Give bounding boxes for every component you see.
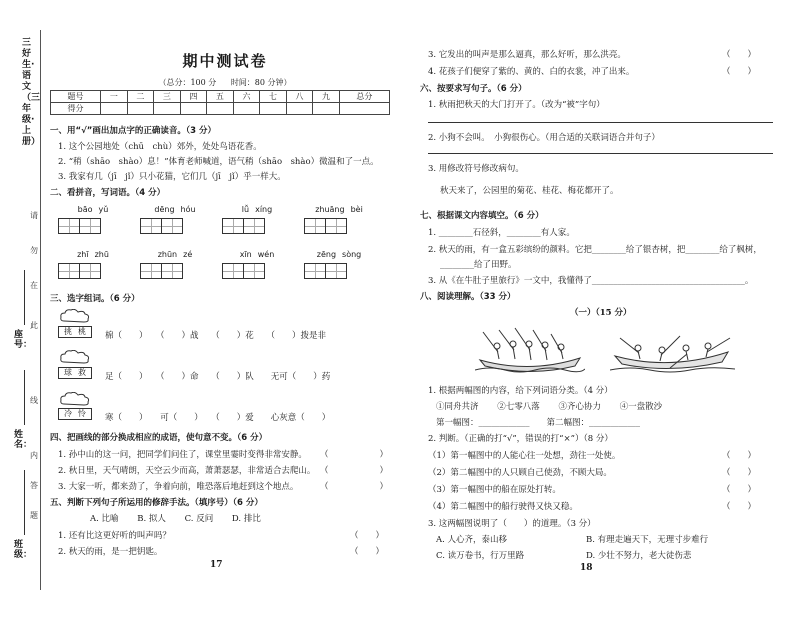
- margin-char: 勿: [30, 246, 38, 255]
- writing-boxes: [58, 263, 128, 279]
- rhetoric-options: [90, 512, 277, 524]
- score-input[interactable]: [339, 103, 389, 115]
- section-3-title: 三、选字组词。（6 分）: [50, 294, 140, 304]
- pinyin-syllable: xīn: [239, 250, 252, 259]
- pinyin-syllable: xíng: [255, 205, 273, 214]
- answer-paren[interactable]: （ ）: [722, 485, 757, 495]
- judge-item: （3）第一幅图中的船在原处打转。: [428, 485, 561, 495]
- margin-char: 此: [30, 321, 38, 330]
- pinyin-item: [140, 205, 210, 234]
- writing-box[interactable]: [79, 218, 101, 234]
- answer-paren[interactable]: （ ）: [350, 547, 385, 557]
- section-6-title: 六、按要求写句子。（6 分）: [420, 84, 527, 94]
- seat-field-line[interactable]: [24, 270, 25, 325]
- class-field-line[interactable]: [24, 470, 25, 535]
- writing-box[interactable]: [325, 263, 347, 279]
- writing-box[interactable]: [140, 218, 162, 234]
- margin-char: 请: [30, 211, 38, 220]
- pinyin-label: [304, 205, 374, 215]
- char-pair-box: [58, 408, 92, 420]
- sec5-q1: 1. 还有比这更好听的叫声吗？: [58, 531, 171, 541]
- right-page: [400, 0, 800, 619]
- pinyin-item: [304, 250, 374, 279]
- sec3-row[interactable]: 足（ ） （ ）命 （ ）队 无可（ ）药: [105, 372, 331, 382]
- writing-boxes: [140, 263, 210, 279]
- margin-char: 在: [30, 281, 38, 290]
- pinyin-syllable: bāo: [77, 205, 93, 214]
- choice-d[interactable]: D. 少壮不努力，老大徒伤悲: [586, 551, 692, 561]
- score-input[interactable]: [313, 103, 340, 115]
- score-cell: 五: [207, 91, 234, 103]
- page-number: 17: [210, 560, 223, 570]
- margin-char: 题: [30, 511, 38, 520]
- pinyin-label: [140, 205, 210, 215]
- writing-box[interactable]: [140, 263, 162, 279]
- score-input[interactable]: [154, 103, 181, 115]
- total-score: （总分：100 分: [158, 78, 217, 87]
- pinyin-syllable: zé: [183, 250, 193, 259]
- section-8-title: 八、阅读理解。（33 分）: [420, 292, 516, 302]
- sec6-q2: 2. 小狗不会叫。 小狗很伤心。（用合适的关联词语合并句子）: [428, 133, 660, 143]
- pinyin-syllable: lǚ: [241, 205, 250, 214]
- writing-box[interactable]: [58, 263, 80, 279]
- section-4-title: 四、把画线的部分换成相应的成语，使句意不变。（6 分）: [50, 433, 268, 443]
- pinyin-label: [140, 250, 210, 260]
- char-option: 救: [78, 368, 86, 377]
- char-option: 冷: [64, 409, 72, 418]
- pinyin-syllable: hóu: [180, 205, 196, 214]
- pinyin-syllable: bèi: [350, 205, 363, 214]
- writing-box[interactable]: [161, 218, 183, 234]
- answer-paren[interactable]: （ ）: [722, 502, 757, 512]
- sec5-q2: 2. 秋天的雨，是一把钥匙。: [58, 547, 163, 557]
- page-number: 18: [580, 563, 593, 573]
- score-cell: 七: [260, 91, 287, 103]
- section-1-title: 一、用“√”画出加点字的正确读音。（3 分）: [50, 126, 216, 136]
- sec4-q2: 2. 秋日里，天气晴朗，天空云少而高，萧萧瑟瑟，非常适合去爬山。: [58, 466, 316, 476]
- sec7-q1[interactable]: 1. ________石径斜，________有人家。: [428, 228, 575, 238]
- seat-field-label: 座号：: [14, 330, 33, 350]
- char-option: 挑: [64, 327, 72, 336]
- judge-item: （2）第二幅图中的人只顾自己使劲，不顾大局。: [428, 468, 612, 478]
- char-option: 球: [64, 368, 72, 377]
- writing-box[interactable]: [243, 218, 265, 234]
- sec6-q3: 3. 用修改符号修改病句。: [428, 164, 524, 174]
- section-7-title: 七、根据课文内容填空。（6 分）: [420, 211, 544, 221]
- answer-paren[interactable]: （ ）: [722, 468, 757, 478]
- score-cell: 四: [180, 91, 207, 103]
- sec8-q1-blanks[interactable]: 第一幅图：____________ 第二幅图：____________: [436, 418, 641, 428]
- answer-line[interactable]: [428, 122, 773, 123]
- writing-box[interactable]: [243, 263, 265, 279]
- sec8-q3[interactable]: 3. 这两幅图说明了（ ）的道理。（3 分）: [428, 519, 596, 529]
- sec6-q1: 1. 秋雨把秋天的大门打开了。（改为“被”字句）: [428, 100, 605, 110]
- section-2-title: 二、看拼音，写词语。（4 分）: [50, 188, 166, 198]
- sec4-q3: 3. 大家一听，都来劲了，争着向前，唯恐落后地赶到这个地点。: [58, 482, 299, 492]
- score-input[interactable]: [260, 103, 287, 115]
- option-b: B. 拟人: [137, 514, 166, 524]
- writing-box[interactable]: [79, 263, 101, 279]
- choice-a[interactable]: A. 人心齐，泰山移: [436, 535, 508, 545]
- sec1-q3[interactable]: 3. 我家有几（jī jǐ）只小花猫，它们几（jī jǐ）乎一样大。: [58, 172, 286, 182]
- word-options: [436, 400, 678, 412]
- cut-line: [40, 30, 41, 590]
- pinyin-syllable: dēng: [154, 205, 175, 214]
- score-cell: 一: [101, 91, 128, 103]
- score-cell: 九: [313, 91, 340, 103]
- option-d: D. 排比: [231, 514, 261, 524]
- sec3-row[interactable]: 棉（ ） （ ）战 （ ）花 （ ）拨是非: [105, 331, 327, 341]
- pinyin-label: [222, 205, 292, 215]
- pinyin-syllable: zhī: [77, 250, 89, 259]
- margin-char: 答: [30, 481, 38, 490]
- word-option: ②七零八落: [497, 402, 540, 412]
- score-cell: 二: [127, 91, 154, 103]
- pinyin-syllable: wén: [257, 250, 275, 259]
- margin-char: 内: [30, 451, 38, 460]
- pinyin-syllable: zhūn: [157, 250, 178, 259]
- paper-meta: [50, 77, 400, 88]
- judge-item: （4）第二幅图中的船行驶得又快又稳。: [428, 502, 578, 512]
- writing-box[interactable]: [222, 218, 244, 234]
- writing-boxes: [304, 263, 374, 279]
- pinyin-syllable: zhū: [94, 250, 109, 259]
- answer-paren[interactable]: （ ）: [320, 466, 389, 476]
- answer-paren[interactable]: （ ）: [350, 531, 385, 541]
- writing-box[interactable]: [222, 263, 244, 279]
- name-field-line[interactable]: [24, 370, 25, 425]
- pinyin-label: [304, 250, 374, 260]
- sec5-q4: 4. 花孩子们便穿了紫的、黄的、白的衣裳，冲了出来。: [428, 67, 635, 77]
- word-option: ④一盘散沙: [619, 402, 663, 412]
- pinyin-item: [222, 205, 292, 234]
- word-option: ③齐心协力: [558, 402, 601, 412]
- score-table: [50, 90, 390, 115]
- pinyin-label: [58, 250, 128, 260]
- score-input[interactable]: [233, 103, 260, 115]
- margin-char: 线: [30, 396, 38, 405]
- choice-b[interactable]: B. 有理走遍天下，无理寸步难行: [586, 535, 709, 545]
- sec8-q2: 2. 判断。（正确的打“√”，错误的打“×”）（8 分）: [428, 434, 613, 444]
- cloud-icon: [60, 392, 90, 406]
- pinyin-label: [222, 250, 292, 260]
- cloud-icon: [60, 350, 90, 364]
- time-limit: 时间：80 分钟）: [230, 78, 292, 87]
- pinyin-syllable: sòng: [342, 250, 362, 259]
- score-value-row: [51, 103, 390, 115]
- writing-box[interactable]: [161, 263, 183, 279]
- sec7-q3[interactable]: 3. 从《在牛肚子里旅行》一文中，我懂得了____________________________________。: [428, 276, 754, 286]
- word-option: ①同舟共济: [436, 402, 479, 412]
- pinyin-syllable: zhuāng: [315, 205, 345, 214]
- option-a: A. 比喻: [90, 514, 119, 524]
- writing-boxes: [140, 218, 210, 234]
- writing-boxes: [58, 218, 128, 234]
- rowing-together-illustration: [475, 322, 585, 374]
- writing-box[interactable]: [304, 218, 326, 234]
- pinyin-syllable: yǔ: [98, 205, 109, 214]
- score-cell: 得分: [51, 103, 101, 115]
- score-input[interactable]: [127, 103, 154, 115]
- score-header-row: [51, 91, 390, 103]
- cloud-icon: [60, 309, 90, 323]
- name-field-label: 姓名：: [14, 430, 33, 450]
- sec7-q2[interactable]: 2. 秋天的雨，有一盒五彩缤纷的颜料。它把________给了银杏树，把________给了枫树，: [428, 245, 762, 255]
- answer-line[interactable]: [428, 153, 773, 154]
- pinyin-item: [140, 250, 210, 279]
- char-option: 桃: [78, 327, 86, 336]
- sec1-q2[interactable]: 2. “稍（shāo shào）息！”体育老师喊道，语气稍（shāo shào）微温和了一点。: [58, 157, 379, 167]
- writing-box[interactable]: [58, 218, 80, 234]
- choice-c[interactable]: C. 读万卷书，行万里路: [436, 551, 525, 561]
- sec3-row[interactable]: 寒（ ） 可（ ） （ ）爱 心灰意（ ）: [105, 413, 331, 423]
- score-cell: 三: [154, 91, 181, 103]
- sec5-q3: 3. 它发出的叫声是那么逼真，那么好听，那么洪亮。: [428, 50, 626, 60]
- rowing-apart-illustration: [610, 326, 735, 376]
- answer-paren[interactable]: （ ）: [722, 50, 757, 60]
- pinyin-item: [304, 205, 374, 234]
- answer-paren[interactable]: （ ）: [320, 482, 389, 492]
- sec8-q1: 1. 根据两幅图的内容，给下列词语分类。（4 分）: [428, 386, 613, 396]
- judge-item: （1）第一幅图中的人能心往一处想，劲往一处使。: [428, 451, 621, 461]
- pinyin-syllable: zēng: [316, 250, 337, 259]
- answer-paren[interactable]: （ ）: [722, 451, 757, 461]
- answer-paren[interactable]: （ ）: [722, 67, 757, 77]
- pinyin-item: [58, 250, 128, 279]
- writing-box[interactable]: [325, 218, 347, 234]
- score-input[interactable]: [180, 103, 207, 115]
- writing-box[interactable]: [304, 263, 326, 279]
- pinyin-label: [58, 205, 128, 215]
- score-input[interactable]: [207, 103, 234, 115]
- pinyin-item: [222, 250, 292, 279]
- pinyin-item: [58, 205, 128, 234]
- char-pair-box: [58, 367, 92, 379]
- answer-paren[interactable]: （ ）: [320, 450, 389, 460]
- sec6-q3-sentence[interactable]: 秋天来了，公园里的菊花、桂花、梅花都开了。: [440, 186, 619, 196]
- score-input[interactable]: [101, 103, 128, 115]
- option-c: C. 反问: [184, 514, 214, 524]
- writing-boxes: [222, 218, 292, 234]
- reading-part-1-title: （一）（15 分）: [570, 308, 632, 318]
- writing-boxes: [304, 218, 374, 234]
- score-cell: 题号: [51, 91, 101, 103]
- score-input[interactable]: [286, 103, 313, 115]
- sec1-q1[interactable]: 1. 这个公园地处（chū chù）郊外，处处鸟语花香。: [58, 142, 262, 152]
- sec4-q1: 1. 孙中山的这一问，把同学们问住了，课堂里霎时变得非常安静。: [58, 450, 307, 460]
- side-book-title: 三好生·语文（三年级·上册）: [22, 38, 41, 147]
- score-cell: 六: [233, 91, 260, 103]
- writing-boxes: [222, 263, 292, 279]
- class-field-label: 班级：: [14, 540, 33, 560]
- paper-title: 期中测试卷: [182, 52, 268, 70]
- section-5-title: 五、判断下列句子所运用的修辞手法。（填序号）（6 分）: [50, 498, 263, 508]
- score-cell: 八: [286, 91, 313, 103]
- sec7-q2-cont[interactable]: ________给了田野。: [440, 260, 517, 270]
- char-pair-box: [58, 326, 92, 338]
- score-cell: 总分: [339, 91, 389, 103]
- char-option: 怜: [78, 409, 86, 418]
